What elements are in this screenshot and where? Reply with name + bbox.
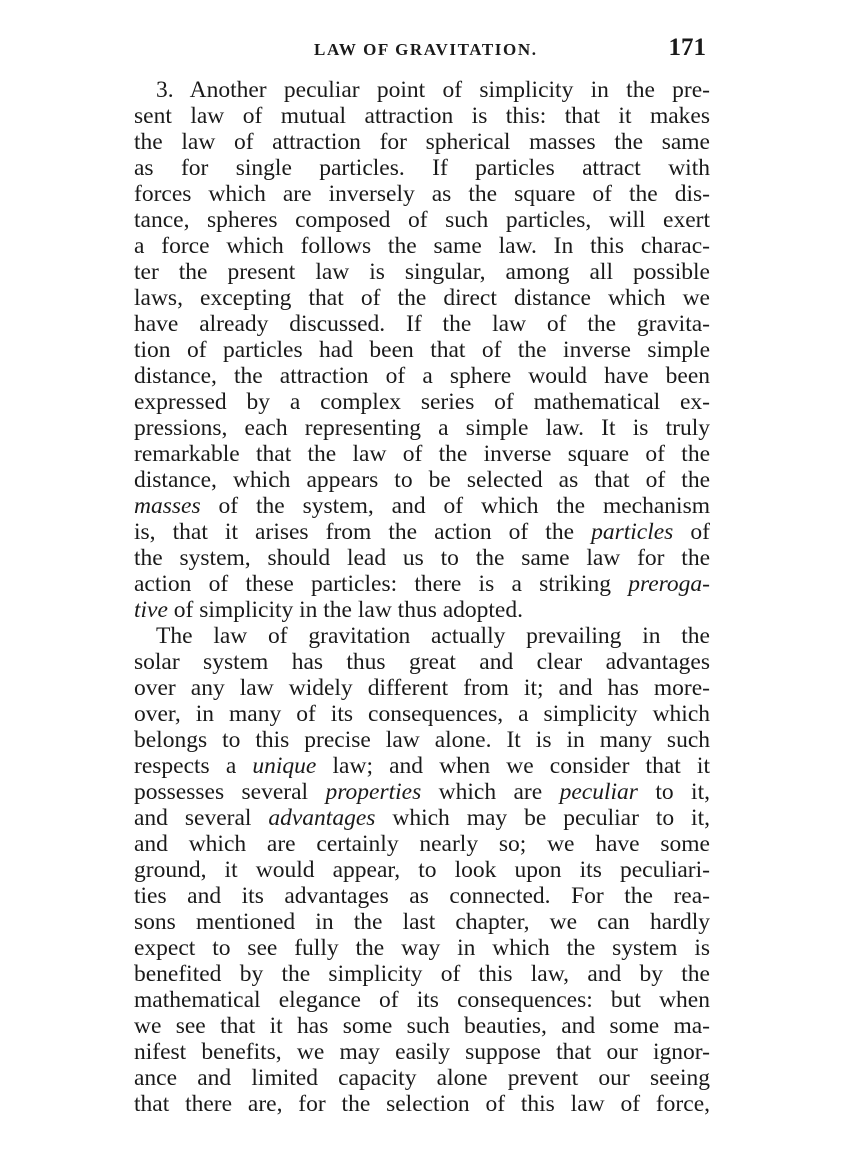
text-line: pressions, each representing a simple law. It is truly: [134, 415, 710, 441]
text-run: of: [673, 519, 710, 545]
text-line: benefited by the simplicity of this law, and by the: [134, 961, 710, 987]
text-line: [134, 519, 710, 545]
text-line: we see that it has some such beauties, and some ma-: [134, 1013, 710, 1039]
text-run: action of these particles: there is a striking: [134, 571, 629, 597]
body-text: [134, 77, 710, 1117]
text-line: and which are certainly nearly so; we have some: [134, 831, 710, 857]
text-line: forces which are inversely as the square of the dis-: [134, 181, 710, 207]
text-line: the system, should lead us to the same law for the: [134, 545, 710, 571]
italic-text: advantages: [268, 805, 376, 831]
text-line: solar system has thus great and clear advantages: [134, 649, 710, 675]
text-line: have already discussed. If the law of the gravita-: [134, 311, 710, 337]
text-line: a force which follows the same law. In this charac-: [134, 233, 710, 259]
text-line: [134, 597, 710, 623]
text-line: [134, 753, 710, 779]
text-run: possesses several: [134, 779, 326, 805]
text-line: laws, excepting that of the direct distance which we: [134, 285, 710, 311]
text-line: that there are, for the selection of this law of force,: [134, 1091, 710, 1117]
text-line: expressed by a complex series of mathematical ex-: [134, 389, 710, 415]
text-line: over any law widely different from it; and has more-: [134, 675, 710, 701]
text-line: sent law of mutual attraction is this: that it makes: [134, 103, 710, 129]
text-run: respects a: [134, 753, 253, 779]
page-number: 171: [668, 34, 706, 61]
text-line: ties and its advantages as connected. For the rea-: [134, 883, 710, 909]
text-line: distance, which appears to be selected as that of the: [134, 467, 710, 493]
text-line: sons mentioned in the last chapter, we can hardly: [134, 909, 710, 935]
text-run: which may be peculiar to it,: [375, 805, 710, 831]
text-line: ground, it would appear, to look upon its peculiari-: [134, 857, 710, 883]
text-line: expect to see fully the way in which the system is: [134, 935, 710, 961]
text-line: tance, spheres composed of such particles, will exert: [134, 207, 710, 233]
text-run: which are: [421, 779, 560, 805]
text-line: The law of gravitation actually prevailing in the: [156, 623, 710, 649]
text-line: [134, 779, 710, 805]
italic-text: properties: [325, 779, 422, 805]
text-line: remarkable that the law of the inverse square of the: [134, 441, 710, 467]
running-header: [134, 36, 710, 66]
text-line: [134, 571, 710, 597]
text-line: belongs to this precise law alone. It is in many such: [134, 727, 710, 753]
italic-text: peculiar: [559, 779, 638, 805]
text-line: ance and limited capacity alone prevent our seeing: [134, 1065, 710, 1091]
text-line: the law of attraction for spherical masses the same: [134, 129, 710, 155]
text-line: [134, 493, 710, 519]
running-title: LAW OF GRAVITATION.: [314, 40, 538, 59]
text-run: of simplicity in the law thus adopted.: [167, 597, 523, 623]
text-line: over, in many of its consequences, a simplicity which: [134, 701, 710, 727]
text-line: nifest benefits, we may easily suppose that our ignor-: [134, 1039, 710, 1065]
text-line: 3. Another peculiar point of simplicity in the pre-: [156, 77, 710, 103]
text-line: distance, the attraction of a sphere would have been: [134, 363, 710, 389]
text-line: as for single particles. If particles attract with: [134, 155, 710, 181]
text-run: of the system, and of which the mechanism: [200, 493, 710, 519]
text-line: [134, 805, 710, 831]
text-run: law; and when we consider that it: [316, 753, 710, 779]
italic-text: masses: [134, 493, 201, 519]
text-line: mathematical elegance of its consequences: but when: [134, 987, 710, 1013]
italic-text: tive: [134, 597, 168, 623]
text-run: and several: [134, 805, 269, 831]
text-line: ter the present law is singular, among all possible: [134, 259, 710, 285]
text-run: is, that it arises from the action of the: [134, 519, 592, 545]
text-run: to it,: [637, 779, 710, 805]
italic-text: particles: [591, 519, 674, 545]
italic-text: preroga-: [628, 571, 710, 597]
text-line: tion of particles had been that of the inverse simple: [134, 337, 710, 363]
italic-text: unique: [252, 753, 317, 779]
